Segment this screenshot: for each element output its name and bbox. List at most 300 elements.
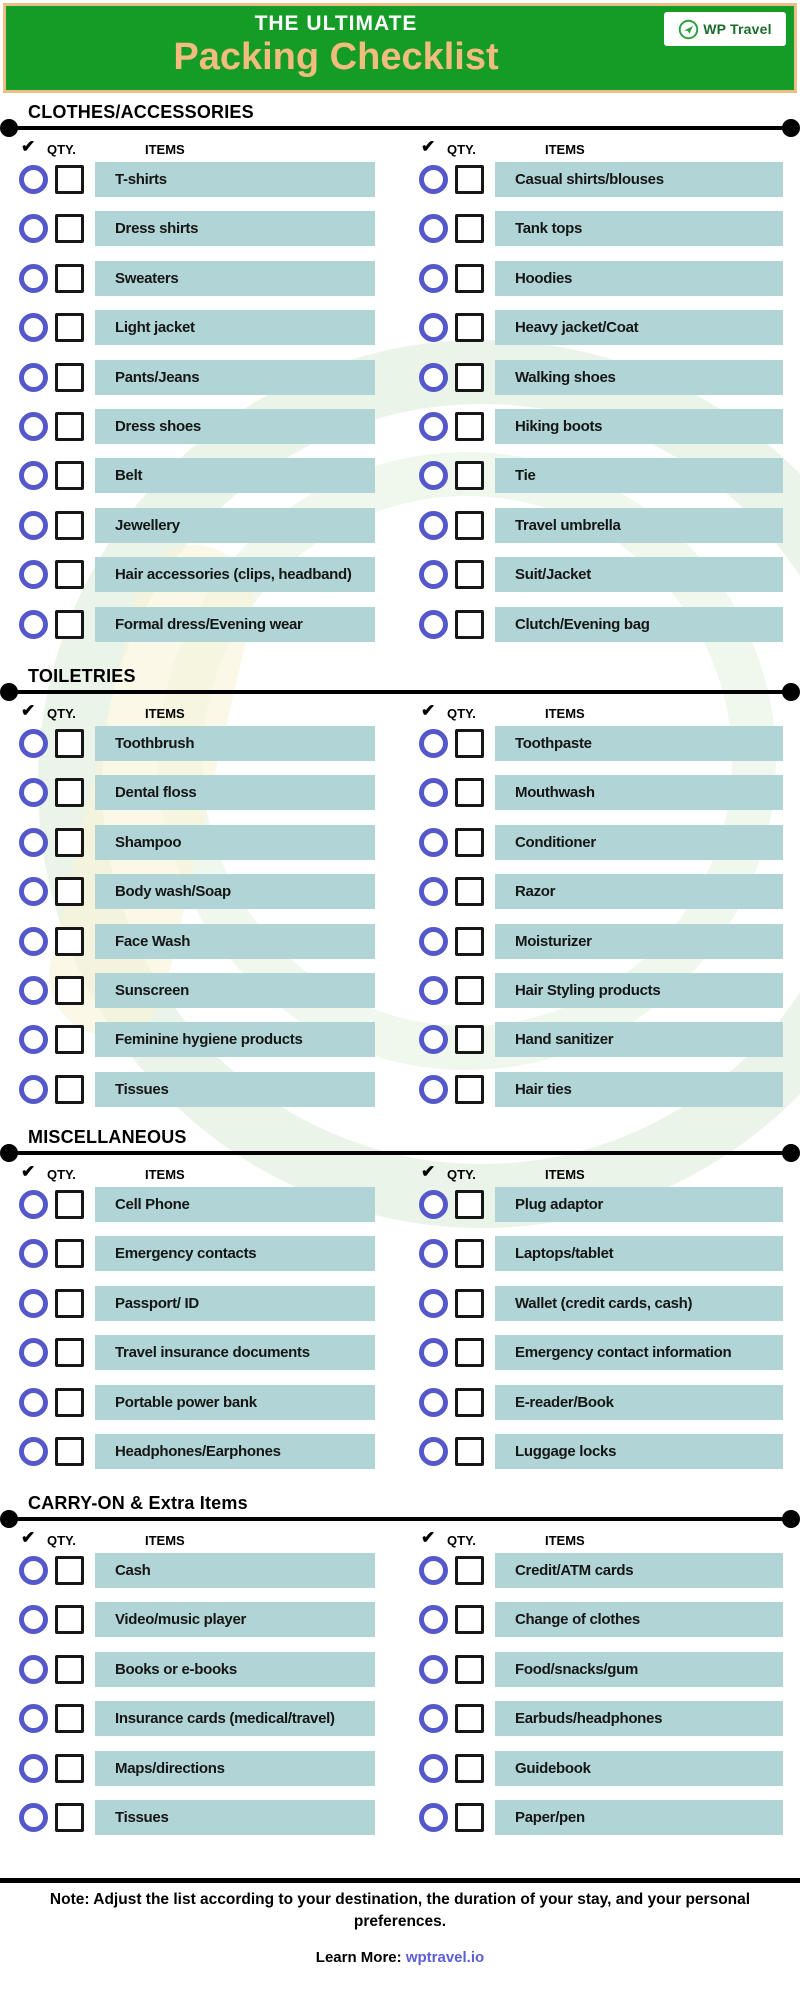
check-circle[interactable]	[19, 1025, 48, 1054]
item-label-bar	[95, 607, 375, 642]
learn-more-link[interactable]: wptravel.io	[405, 1949, 485, 1966]
check-circle[interactable]	[19, 1754, 48, 1783]
item-label: Headphones/Earphones	[115, 1442, 281, 1460]
qty-box[interactable]	[455, 927, 484, 956]
checklist-rows	[0, 726, 400, 1107]
item-label: Formal dress/Evening wear	[115, 615, 303, 633]
checklist-row	[400, 726, 800, 761]
check-circle[interactable]	[419, 1025, 448, 1054]
qty-box[interactable]	[455, 1338, 484, 1367]
item-label-bar	[95, 874, 375, 909]
item-label: Sweaters	[115, 269, 179, 287]
check-circle[interactable]	[19, 511, 48, 540]
item-label: Cash	[115, 1562, 151, 1579]
checklist-row	[0, 607, 400, 642]
item-label: Toothpaste	[515, 735, 592, 752]
check-circle[interactable]	[19, 1289, 48, 1318]
qty-box[interactable]	[55, 1338, 84, 1367]
checklist-rows	[0, 1553, 400, 1835]
items-column-label: ITEMS	[545, 1167, 585, 1182]
qty-column-label: QTY.	[447, 142, 476, 157]
qty-box[interactable]	[55, 412, 84, 441]
check-circle[interactable]	[419, 1437, 448, 1466]
item-label-bar	[495, 1187, 783, 1222]
check-circle[interactable]	[419, 363, 448, 392]
qty-box[interactable]	[55, 1605, 84, 1634]
item-label: Dental floss	[115, 784, 197, 802]
checklist-row	[0, 924, 400, 959]
column-left	[0, 1162, 400, 1483]
check-circle[interactable]	[19, 1075, 48, 1104]
checklist-row	[400, 825, 800, 860]
checklist-row	[400, 1602, 800, 1637]
check-circle[interactable]	[19, 412, 48, 441]
divider-dot-left	[0, 683, 18, 701]
check-circle[interactable]	[19, 729, 48, 758]
item-label-bar	[95, 508, 375, 543]
item-label-bar	[495, 1701, 783, 1736]
item-label: E-reader/Book	[515, 1393, 614, 1411]
item-label-bar	[495, 409, 783, 444]
item-label: Light jacket	[115, 319, 195, 337]
check-circle[interactable]	[419, 877, 448, 906]
item-label-bar	[95, 825, 375, 860]
check-circle[interactable]	[19, 927, 48, 956]
check-circle[interactable]	[419, 778, 448, 807]
item-label-bar	[95, 458, 375, 493]
check-circle[interactable]	[419, 1239, 448, 1268]
check-circle[interactable]	[419, 313, 448, 342]
qty-box[interactable]	[55, 1025, 84, 1054]
learn-more	[0, 1949, 800, 1966]
checklist-row	[0, 874, 400, 909]
item-label: Dress shirts	[115, 220, 199, 238]
column-header	[0, 1162, 400, 1187]
items-column-label: ITEMS	[545, 1533, 585, 1548]
item-label-bar	[495, 1751, 783, 1786]
qty-box[interactable]	[55, 363, 84, 392]
footer-note: Note: Adjust the list according to your destination, the duration of your stay, and your personal preferences.	[49, 1891, 751, 1930]
item-label: Suit/Jacket	[515, 566, 591, 584]
item-label: Portable power bank	[115, 1393, 257, 1411]
item-label-bar	[495, 1602, 783, 1637]
item-label: Pants/Jeans	[115, 368, 200, 386]
column-header	[400, 701, 800, 726]
item-label: Moisturizer	[515, 932, 592, 950]
check-circle[interactable]	[19, 1190, 48, 1219]
qty-box[interactable]	[455, 560, 484, 589]
item-label: Earbuds/headphones	[515, 1710, 663, 1728]
item-label: Hair Styling products	[515, 981, 661, 999]
item-label-bar	[495, 1072, 783, 1107]
item-label: Laptops/tablet	[515, 1245, 614, 1263]
qty-box[interactable]	[455, 1754, 484, 1783]
qty-box[interactable]	[55, 264, 84, 293]
check-circle[interactable]	[19, 1655, 48, 1684]
check-circle[interactable]	[19, 1338, 48, 1367]
check-circle[interactable]	[19, 1803, 48, 1832]
qty-box[interactable]	[55, 165, 84, 194]
item-label-bar	[495, 1335, 783, 1370]
checklist-rows	[0, 162, 400, 642]
check-circle[interactable]	[19, 1437, 48, 1466]
qty-box[interactable]	[455, 1605, 484, 1634]
qty-box[interactable]	[455, 313, 484, 342]
item-label-bar	[95, 1022, 375, 1057]
qty-box[interactable]	[455, 1556, 484, 1585]
logo-text: WP Travel	[703, 21, 772, 37]
checklist-row	[0, 557, 400, 592]
item-label-bar	[495, 261, 783, 296]
checklist-row	[0, 261, 400, 296]
check-circle[interactable]	[19, 214, 48, 243]
checklist-row	[400, 162, 800, 197]
qty-box[interactable]	[55, 1556, 84, 1585]
check-circle[interactable]	[19, 877, 48, 906]
column-right	[400, 1162, 800, 1483]
check-circle[interactable]	[19, 1556, 48, 1585]
item-label-bar	[95, 1602, 375, 1637]
qty-box[interactable]	[55, 778, 84, 807]
qty-box[interactable]	[55, 461, 84, 490]
divider-dot-left	[0, 119, 18, 137]
divider-dot-right	[782, 1510, 800, 1528]
checklist-row	[0, 360, 400, 395]
item-label: Hand sanitizer	[515, 1031, 614, 1049]
qty-column-label: QTY.	[47, 1167, 76, 1182]
item-label: Insurance cards (medical/travel)	[115, 1710, 335, 1728]
column-left	[0, 701, 400, 1121]
qty-column-label: QTY.	[47, 706, 76, 721]
check-circle[interactable]	[419, 1075, 448, 1104]
check-icon: ✔	[421, 701, 436, 720]
item-label: Change of clothes	[515, 1611, 640, 1629]
section-title: TOILETRIES	[28, 666, 136, 686]
title-line-2: Packing Checklist	[173, 36, 499, 78]
checklist-row	[400, 775, 800, 810]
check-circle[interactable]	[419, 1605, 448, 1634]
check-icon: ✔	[421, 1528, 436, 1547]
qty-box[interactable]	[455, 729, 484, 758]
item-label-bar	[495, 874, 783, 909]
checklist-row	[400, 1335, 800, 1370]
checklist-row	[400, 874, 800, 909]
item-label: Wallet (credit cards, cash)	[515, 1294, 693, 1312]
checklist-row	[0, 1187, 400, 1222]
item-label: Jewellery	[115, 516, 180, 534]
checklist-row	[0, 1335, 400, 1370]
checklist-row	[400, 1434, 800, 1469]
qty-box[interactable]	[455, 1803, 484, 1832]
item-label-bar	[95, 1751, 375, 1786]
check-circle[interactable]	[19, 363, 48, 392]
qty-box[interactable]	[455, 1704, 484, 1733]
check-circle[interactable]	[19, 828, 48, 857]
item-label-bar	[95, 1385, 375, 1420]
check-circle[interactable]	[419, 828, 448, 857]
item-label-bar	[95, 726, 375, 761]
check-icon: ✔	[421, 137, 436, 156]
qty-box[interactable]	[455, 877, 484, 906]
check-circle[interactable]	[419, 1190, 448, 1219]
column-header	[0, 137, 400, 162]
qty-box[interactable]	[455, 214, 484, 243]
qty-box[interactable]	[55, 214, 84, 243]
qty-box[interactable]	[455, 264, 484, 293]
check-circle[interactable]	[419, 1803, 448, 1832]
item-label: Feminine hygiene products	[115, 1031, 303, 1049]
items-column-label: ITEMS	[545, 706, 585, 721]
item-label: Shampoo	[115, 833, 182, 851]
check-circle[interactable]	[19, 1388, 48, 1417]
item-label-bar	[495, 726, 783, 761]
header-banner	[3, 3, 797, 93]
item-label: Hair ties	[515, 1080, 572, 1098]
item-label-bar	[495, 360, 783, 395]
qty-box[interactable]	[55, 1704, 84, 1733]
check-circle[interactable]	[419, 1338, 448, 1367]
check-icon: ✔	[21, 1162, 36, 1181]
check-circle[interactable]	[19, 560, 48, 589]
item-label: Credit/ATM cards	[515, 1562, 634, 1579]
check-circle[interactable]	[419, 511, 448, 540]
item-label: Emergency contacts	[115, 1245, 257, 1263]
qty-box[interactable]	[55, 976, 84, 1005]
item-label-bar	[95, 1800, 375, 1835]
check-circle[interactable]	[419, 610, 448, 639]
qty-box[interactable]	[455, 363, 484, 392]
item-label-bar	[95, 360, 375, 395]
item-label: Tie	[515, 467, 536, 485]
section-divider	[8, 126, 792, 130]
item-label: Video/music player	[115, 1611, 247, 1629]
qty-box[interactable]	[455, 461, 484, 490]
check-circle[interactable]	[419, 412, 448, 441]
qty-box[interactable]	[455, 1289, 484, 1318]
checklist-row	[400, 1022, 800, 1057]
checklist-row	[0, 726, 400, 761]
learn-more-label: Learn More:	[315, 1949, 402, 1966]
check-circle[interactable]	[19, 1704, 48, 1733]
qty-box[interactable]	[55, 1239, 84, 1268]
item-label-bar	[95, 162, 375, 197]
checklist-row	[0, 1701, 400, 1736]
item-label-bar	[95, 1434, 375, 1469]
item-label: Tank tops	[515, 220, 583, 238]
check-circle[interactable]	[419, 461, 448, 490]
checklist-row	[400, 1236, 800, 1271]
item-label: Plug adaptor	[515, 1196, 604, 1213]
column-header	[400, 1528, 800, 1553]
qty-box[interactable]	[455, 511, 484, 540]
column-left	[0, 137, 400, 656]
qty-box[interactable]	[55, 1289, 84, 1318]
divider-dot-left	[0, 1144, 18, 1162]
check-circle[interactable]	[19, 165, 48, 194]
column-header	[0, 1528, 400, 1553]
check-circle[interactable]	[419, 1754, 448, 1783]
column-right	[400, 1528, 800, 1849]
item-label: Emergency contact information	[515, 1344, 732, 1362]
checklist-row	[0, 825, 400, 860]
checklist-row	[0, 775, 400, 810]
qty-column-label: QTY.	[447, 1533, 476, 1548]
check-circle[interactable]	[419, 1655, 448, 1684]
checklist-row	[0, 1236, 400, 1271]
checklist-row	[400, 1385, 800, 1420]
wp-travel-logo	[664, 12, 786, 46]
item-label: Sunscreen	[115, 981, 189, 999]
section-divider	[8, 1151, 792, 1155]
item-label: Tissues	[115, 1080, 169, 1098]
item-label-bar	[95, 261, 375, 296]
qty-column-label: QTY.	[47, 142, 76, 157]
item-label-bar	[495, 162, 783, 197]
section-divider	[8, 1517, 792, 1521]
checklist-row	[0, 409, 400, 444]
qty-box[interactable]	[455, 1075, 484, 1104]
checklist-rows	[0, 1187, 400, 1469]
check-circle[interactable]	[419, 927, 448, 956]
check-circle[interactable]	[19, 778, 48, 807]
item-label: Luggage locks	[515, 1442, 617, 1460]
checklist-row	[400, 1701, 800, 1736]
checklist-row	[0, 1751, 400, 1786]
checklist-row	[0, 1652, 400, 1687]
qty-box[interactable]	[55, 877, 84, 906]
item-label-bar	[495, 1236, 783, 1271]
items-column-label: ITEMS	[145, 1167, 185, 1182]
check-circle[interactable]	[419, 214, 448, 243]
checklist-row	[400, 1800, 800, 1835]
qty-box[interactable]	[455, 778, 484, 807]
item-label: Cell Phone	[115, 1196, 190, 1213]
check-circle[interactable]	[419, 560, 448, 589]
qty-box[interactable]	[55, 1388, 84, 1417]
checklist-row	[0, 1434, 400, 1469]
item-label-bar	[495, 1286, 783, 1321]
section-title: MISCELLANEOUS	[28, 1127, 187, 1147]
check-circle[interactable]	[419, 165, 448, 194]
qty-box[interactable]	[55, 729, 84, 758]
qty-box[interactable]	[455, 976, 484, 1005]
item-label-bar	[95, 924, 375, 959]
qty-box[interactable]	[55, 1754, 84, 1783]
column-left	[0, 1528, 400, 1849]
qty-box[interactable]	[55, 511, 84, 540]
qty-box[interactable]	[455, 1388, 484, 1417]
checklist-row	[400, 409, 800, 444]
qty-box[interactable]	[455, 1190, 484, 1219]
qty-box[interactable]	[55, 927, 84, 956]
qty-box[interactable]	[55, 828, 84, 857]
checklist-row	[0, 1072, 400, 1107]
check-circle[interactable]	[419, 1704, 448, 1733]
item-label: Walking shoes	[515, 368, 616, 386]
item-label-bar	[495, 1553, 783, 1588]
qty-box[interactable]	[55, 1655, 84, 1684]
check-circle[interactable]	[419, 264, 448, 293]
item-label: Clutch/Evening bag	[515, 615, 650, 633]
checklist-row	[400, 1286, 800, 1321]
check-circle[interactable]	[19, 264, 48, 293]
qty-box[interactable]	[455, 1025, 484, 1054]
item-label-bar	[95, 775, 375, 810]
item-label: Hiking boots	[515, 417, 603, 435]
check-circle[interactable]	[419, 729, 448, 758]
column-right	[400, 137, 800, 656]
check-circle[interactable]	[419, 1388, 448, 1417]
qty-column-label: QTY.	[447, 1167, 476, 1182]
qty-box[interactable]	[55, 1437, 84, 1466]
checklist-row	[400, 508, 800, 543]
qty-box[interactable]	[55, 1075, 84, 1104]
divider-dot-right	[782, 119, 800, 137]
item-label-bar	[495, 557, 783, 592]
check-circle[interactable]	[19, 1605, 48, 1634]
qty-box[interactable]	[455, 610, 484, 639]
item-label-bar	[95, 1701, 375, 1736]
item-label-bar	[95, 409, 375, 444]
paper-plane-icon	[678, 19, 699, 40]
items-column-label: ITEMS	[145, 1533, 185, 1548]
qty-box[interactable]	[55, 313, 84, 342]
divider-dot-right	[782, 1144, 800, 1162]
item-label-bar	[495, 607, 783, 642]
check-circle[interactable]	[419, 976, 448, 1005]
qty-box[interactable]	[455, 1437, 484, 1466]
item-label-bar	[95, 1072, 375, 1107]
qty-box[interactable]	[455, 1655, 484, 1684]
item-label-bar	[95, 1335, 375, 1370]
item-label: Body wash/Soap	[115, 883, 231, 901]
checklist-row	[0, 1553, 400, 1588]
qty-box[interactable]	[455, 1239, 484, 1268]
item-label-bar	[495, 211, 783, 246]
check-circle[interactable]	[19, 461, 48, 490]
checklist-row	[400, 211, 800, 246]
qty-box[interactable]	[55, 610, 84, 639]
check-circle[interactable]	[19, 976, 48, 1005]
section-title: CLOTHES/ACCESSORIES	[28, 102, 254, 122]
qty-box[interactable]	[455, 828, 484, 857]
header-titles	[6, 11, 666, 78]
qty-box[interactable]	[455, 165, 484, 194]
checklist-row	[0, 458, 400, 493]
check-circle[interactable]	[19, 1239, 48, 1268]
qty-box[interactable]	[455, 412, 484, 441]
item-label-bar	[95, 1286, 375, 1321]
check-circle[interactable]	[19, 313, 48, 342]
divider-dot-right	[782, 683, 800, 701]
checklist-row	[400, 261, 800, 296]
check-circle[interactable]	[19, 610, 48, 639]
checklist-row	[400, 310, 800, 345]
checklist-row	[0, 508, 400, 543]
section-divider	[8, 690, 792, 694]
qty-box[interactable]	[55, 1190, 84, 1219]
item-label: Hoodies	[515, 269, 573, 287]
item-label: Conditioner	[515, 833, 596, 851]
check-circle[interactable]	[419, 1289, 448, 1318]
checklist-row	[400, 1072, 800, 1107]
column-header	[0, 701, 400, 726]
item-label: Guidebook	[515, 1759, 591, 1777]
qty-box[interactable]	[55, 560, 84, 589]
check-circle[interactable]	[419, 1556, 448, 1585]
item-label: Toothbrush	[115, 735, 195, 752]
qty-box[interactable]	[55, 1803, 84, 1832]
